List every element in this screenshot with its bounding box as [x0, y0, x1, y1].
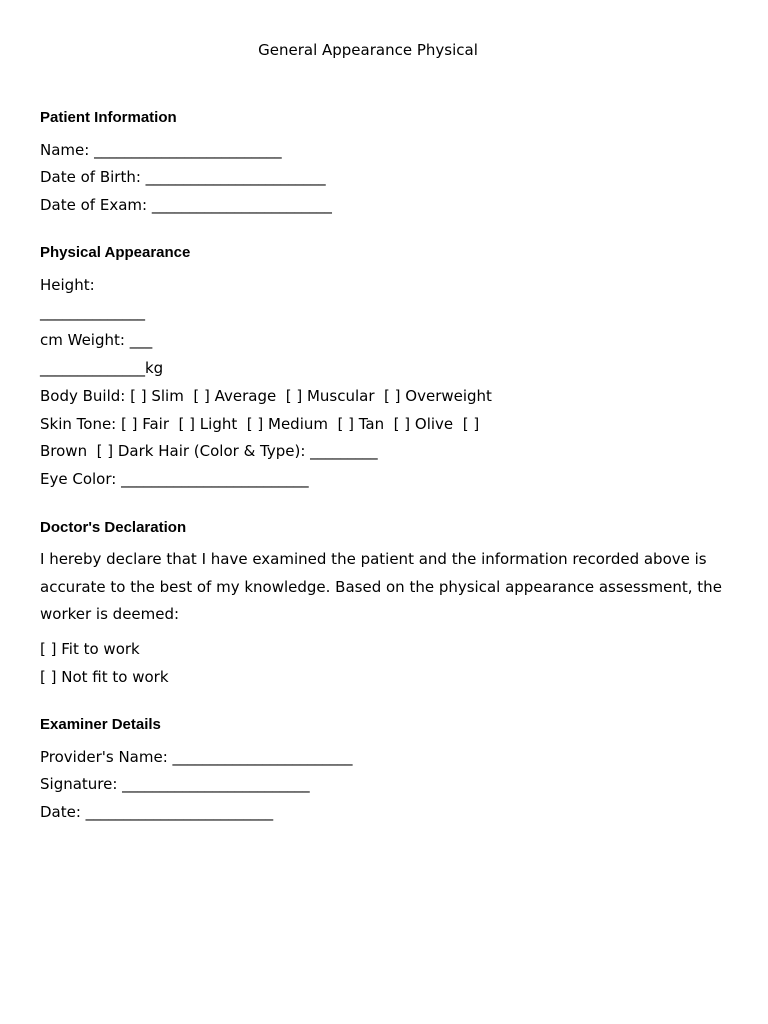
- hair-field: Brown [ ] Dark Hair (Color & Type): _________: [40, 442, 378, 460]
- height-label: Height:: [40, 276, 95, 294]
- document-title: General Appearance Physical: [258, 41, 478, 59]
- not-fit-to-work-option: [ ] Not fit to work: [40, 668, 169, 686]
- patient-information-heading: Patient Information: [40, 109, 177, 126]
- date-field: Date: _________________________: [40, 803, 274, 821]
- weight-field: cm Weight: ___: [40, 331, 153, 349]
- date-of-birth-field: Date of Birth: ________________________: [40, 168, 326, 186]
- weight-blank: ______________kg: [40, 359, 164, 377]
- examiner-details-heading: Examiner Details: [40, 716, 161, 733]
- skin-tone-options: Skin Tone: [ ] Fair [ ] Light [ ] Medium [ ] Tan [ ] Olive [ ]: [40, 415, 480, 433]
- declaration-statement: I hereby declare that I have examined the patient and the information recorded above is accurate to the best of my knowledge. Based on the physical appearance assessment, the worker is deemed:: [40, 550, 722, 623]
- name-field: Name: _________________________: [40, 141, 282, 159]
- eye-color-field: Eye Color: _________________________: [40, 470, 309, 488]
- height-blank: ______________: [40, 303, 145, 321]
- body-build-options: Body Build: [ ] Slim [ ] Average [ ] Muscular [ ] Overweight: [40, 387, 492, 405]
- date-of-exam-field: Date of Exam: ________________________: [40, 196, 332, 214]
- signature-field: Signature: _________________________: [40, 775, 310, 793]
- fit-to-work-option: [ ] Fit to work: [40, 640, 140, 658]
- doctors-declaration-heading: Doctor's Declaration: [40, 519, 187, 536]
- physical-appearance-heading: Physical Appearance: [40, 244, 191, 261]
- providers-name-field: Provider's Name: ________________________: [40, 748, 353, 766]
